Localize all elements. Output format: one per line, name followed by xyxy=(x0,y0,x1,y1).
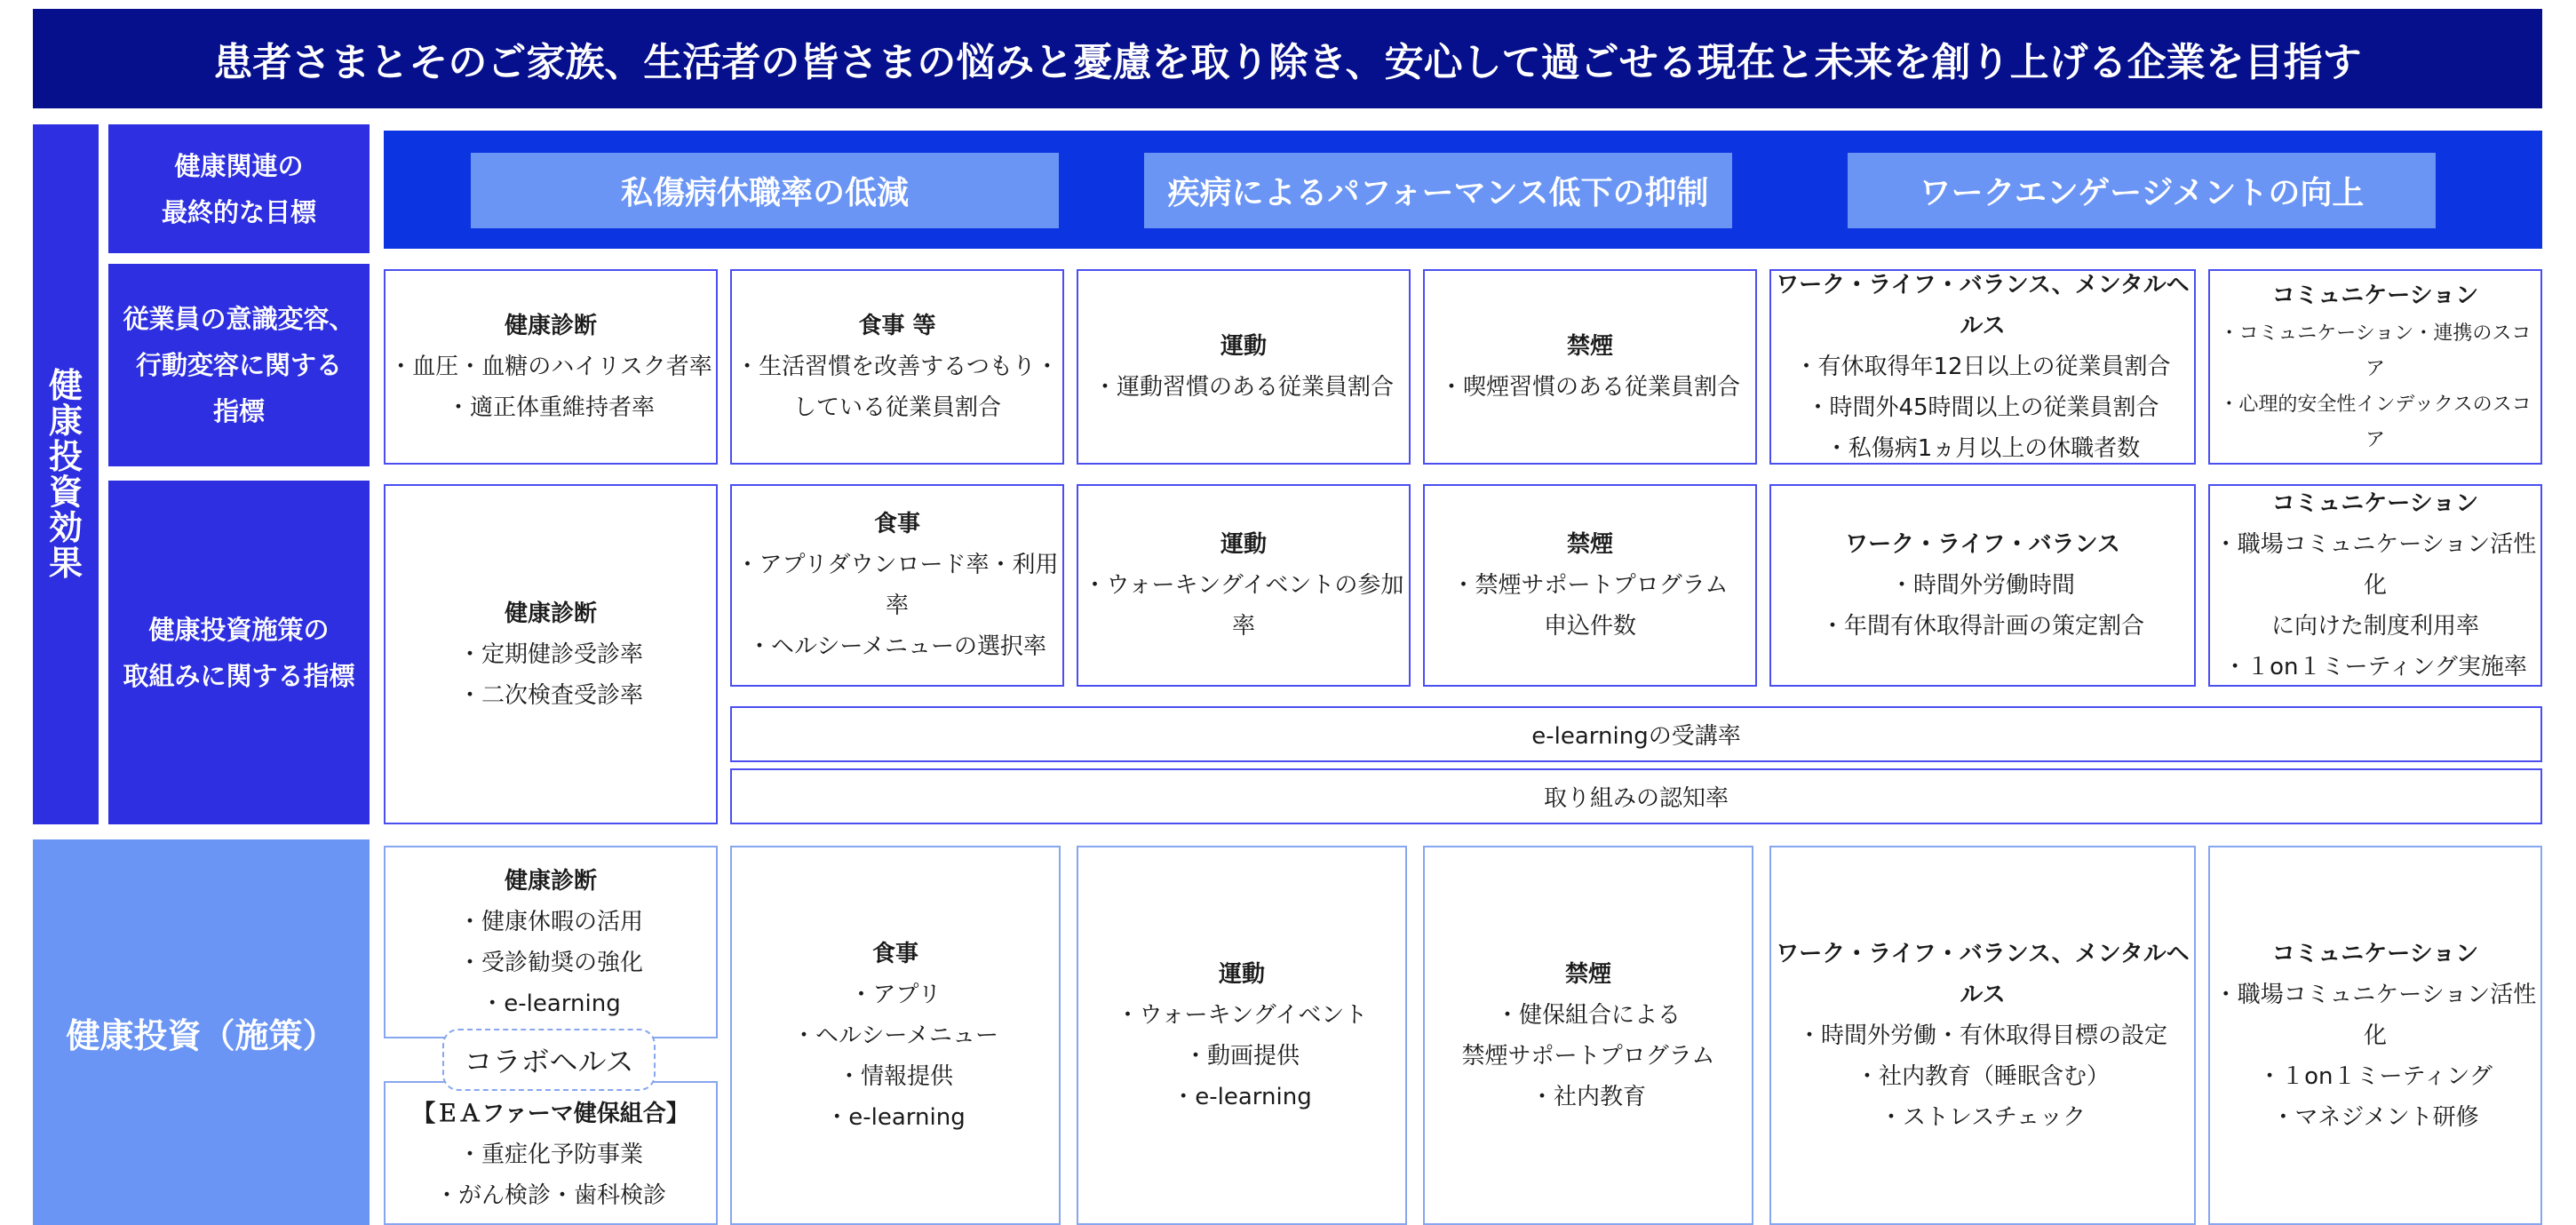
cell-item: ・受診勧奨の強化 xyxy=(457,949,643,976)
cell-item: ・年間有休取得計画の策定割合 xyxy=(1820,613,2144,640)
cell-item: ・職場コミュニケーション活性化 xyxy=(2214,531,2537,599)
cell-item: ・ウォーキングイベント xyxy=(1116,1001,1368,1029)
investment-diet xyxy=(730,846,1061,1225)
row-label-goal xyxy=(108,124,370,253)
cell-item: ・運動習慣のある従業員割合 xyxy=(1093,374,1394,401)
effect-label-char: 投 xyxy=(48,437,83,476)
cell-item: に向けた制度利用率 xyxy=(2270,613,2479,640)
initiative-work-life-balance xyxy=(1769,484,2196,687)
effect-label-char: 果 xyxy=(48,544,83,583)
cell-title: 健康診断 xyxy=(504,867,597,895)
wide-row-elearning: e-learningの受講率 xyxy=(730,706,2542,762)
cell-item: 申込件数 xyxy=(1543,613,1636,640)
awareness-diet xyxy=(730,269,1064,465)
cell-item: ・心理的安全性インデックスのスコア xyxy=(2219,394,2532,451)
effect-label-text xyxy=(49,368,83,581)
cell-item: ・アプリダウンロード率・利用率 xyxy=(735,552,1059,619)
cell-item: ・時間外45時間以上の従業員割合 xyxy=(1806,394,2159,421)
initiative-communication xyxy=(2208,484,2542,687)
cell-item: ・有休取得年12日以上の従業員割合 xyxy=(1794,354,2171,380)
cell-title: 食事 xyxy=(873,511,920,537)
cell-item: ・血圧・血糖のハイリスク者率 xyxy=(389,354,712,380)
cell-item: ・定期健診受診率 xyxy=(457,640,643,668)
investment-work-life-balance xyxy=(1769,846,2196,1225)
cell-item: ・がん検診・歯科検診 xyxy=(434,1182,666,1209)
effect-label-char: 健 xyxy=(48,366,83,405)
cell-title: ワーク・ライフ・バランス xyxy=(1845,531,2120,558)
cell-item: 禁煙サポートプログラム xyxy=(1461,1042,1715,1070)
initiative-exercise xyxy=(1077,484,1411,687)
cell-title: 禁煙 xyxy=(1566,333,1613,360)
effect-label-char: 資 xyxy=(48,473,83,512)
collab-health-badge: コラボヘルス xyxy=(442,1029,656,1091)
cell-item: ・マネジメント研修 xyxy=(2271,1103,2479,1131)
cell-item: ・時間外労働時間 xyxy=(1889,572,2075,599)
cell-title: 【ＥＡファーマ健保組合】 xyxy=(412,1101,689,1127)
cell-item: ・ヘルシーメニュー xyxy=(791,1022,999,1049)
cell-item: ・禁煙サポートプログラム xyxy=(1451,572,1729,599)
cell-title: 健康診断 xyxy=(504,313,597,339)
cell-item: ・アプリ xyxy=(849,981,942,1008)
effect-label-char: 康 xyxy=(48,402,83,441)
cell-title: 健康診断 xyxy=(504,600,597,627)
row-label-initiative-line1: 健康投資施策の xyxy=(148,614,330,645)
cell-item: ・社内教育 xyxy=(1530,1083,1646,1110)
cell-title: 運動 xyxy=(1218,960,1265,988)
initiative-smoking xyxy=(1423,484,1757,687)
cell-item: ・情報提供 xyxy=(837,1062,953,1090)
cell-title: 運動 xyxy=(1220,333,1267,360)
initiative-diet xyxy=(730,484,1064,687)
row-label-awareness-line3: 指標 xyxy=(212,396,265,426)
cell-item: ・健保組合による xyxy=(1495,1001,1681,1029)
cell-item: ・時間外労働・有休取得目標の設定 xyxy=(1797,1022,2167,1049)
cell-title: 食事 xyxy=(871,940,918,967)
cell-item: ・社内教育（睡眠含む） xyxy=(1855,1062,2110,1090)
cell-item: ・喫煙習慣のある従業員割合 xyxy=(1439,374,1740,401)
cell-item: ・１on１ミーティング xyxy=(2258,1062,2493,1090)
awareness-health-checkup xyxy=(384,269,718,465)
cell-item: ・１on１ミーティング実施率 xyxy=(2223,654,2527,680)
cell-title: 運動 xyxy=(1220,531,1267,558)
row-label-goal-line2: 最終的な目標 xyxy=(161,196,316,227)
investment-label: 健康投資（施策） xyxy=(33,839,370,1225)
awareness-work-life-balance xyxy=(1769,269,2196,465)
row-label-goal-line1: 健康関連の xyxy=(174,150,304,181)
cell-title: ワーク・ライフ・バランス、メンタルヘルス xyxy=(1776,272,2190,339)
investment-exercise xyxy=(1077,846,1407,1225)
awareness-communication xyxy=(2208,269,2542,465)
cell-title: コミュニケーション xyxy=(2271,940,2479,967)
cell-title: ワーク・ライフ・バランス、メンタルヘルス xyxy=(1776,940,2190,1008)
cell-item: ・コミュニケーション・連携のスコア xyxy=(2219,322,2532,380)
cell-item: ・重症化予防事業 xyxy=(457,1141,643,1168)
awareness-smoking xyxy=(1423,269,1757,465)
investment-smoking xyxy=(1423,846,1753,1225)
cell-item: ・二次検査受診率 xyxy=(457,681,643,709)
awareness-exercise xyxy=(1077,269,1411,465)
goal-box-3: ワークエンゲージメントの向上 xyxy=(1848,153,2436,228)
cell-item: ・ウォーキングイベントの参加率 xyxy=(1083,572,1404,640)
cell-title: 禁煙 xyxy=(1566,531,1613,558)
cell-item: ・e-learning xyxy=(825,1103,966,1131)
cell-item: ・適正体重維持者率 xyxy=(446,394,655,421)
wide-row-awareness: 取り組みの認知率 xyxy=(730,768,2542,824)
investment-ea-pharma-union xyxy=(384,1081,718,1225)
vision-banner: 患者さまとそのご家族、生活者の皆さまの悩みと憂慮を取り除き、安心して過ごせる現在と未来を創り上げる企業を目指す xyxy=(33,9,2542,108)
cell-title: コミュニケーション xyxy=(2271,490,2479,517)
initiative-health-checkup xyxy=(384,484,718,824)
cell-item: ・e-learning xyxy=(1172,1083,1312,1110)
cell-item: ・職場コミュニケーション活性化 xyxy=(2214,981,2537,1049)
row-label-awareness-line2: 行動変容に関する xyxy=(135,350,342,380)
row-label-awareness-line1: 従業員の意識変容、 xyxy=(123,304,355,334)
cell-item: ・生活習慣を改善するつもり・ xyxy=(735,354,1059,380)
effect-label-char: 効 xyxy=(48,508,83,547)
cell-item: ・e-learning xyxy=(481,990,621,1017)
cell-item: ・健康休暇の活用 xyxy=(457,908,643,935)
goal-box-1: 私傷病休職率の低減 xyxy=(471,153,1059,228)
investment-health-checkup xyxy=(384,846,718,1038)
row-label-awareness xyxy=(108,264,370,466)
goal-box-2: 疾病によるパフォーマンス低下の抑制 xyxy=(1144,153,1732,228)
cell-item: ・ヘルシーメニューの選択率 xyxy=(747,633,1047,660)
cell-item: している従業員割合 xyxy=(792,394,1001,421)
effect-label xyxy=(33,124,99,824)
cell-title: コミュニケーション xyxy=(2271,282,2479,309)
cell-item: ・ストレスチェック xyxy=(1880,1103,2086,1131)
cell-title: 禁煙 xyxy=(1564,960,1611,988)
cell-title: 食事 等 xyxy=(858,313,936,339)
investment-communication xyxy=(2208,846,2542,1225)
cell-item: ・私傷病1ヵ月以上の休職者数 xyxy=(1825,435,2141,462)
row-label-initiative-line2: 取組みに関する指標 xyxy=(123,660,355,691)
row-label-initiative xyxy=(108,481,370,824)
cell-item: ・動画提供 xyxy=(1183,1042,1300,1070)
